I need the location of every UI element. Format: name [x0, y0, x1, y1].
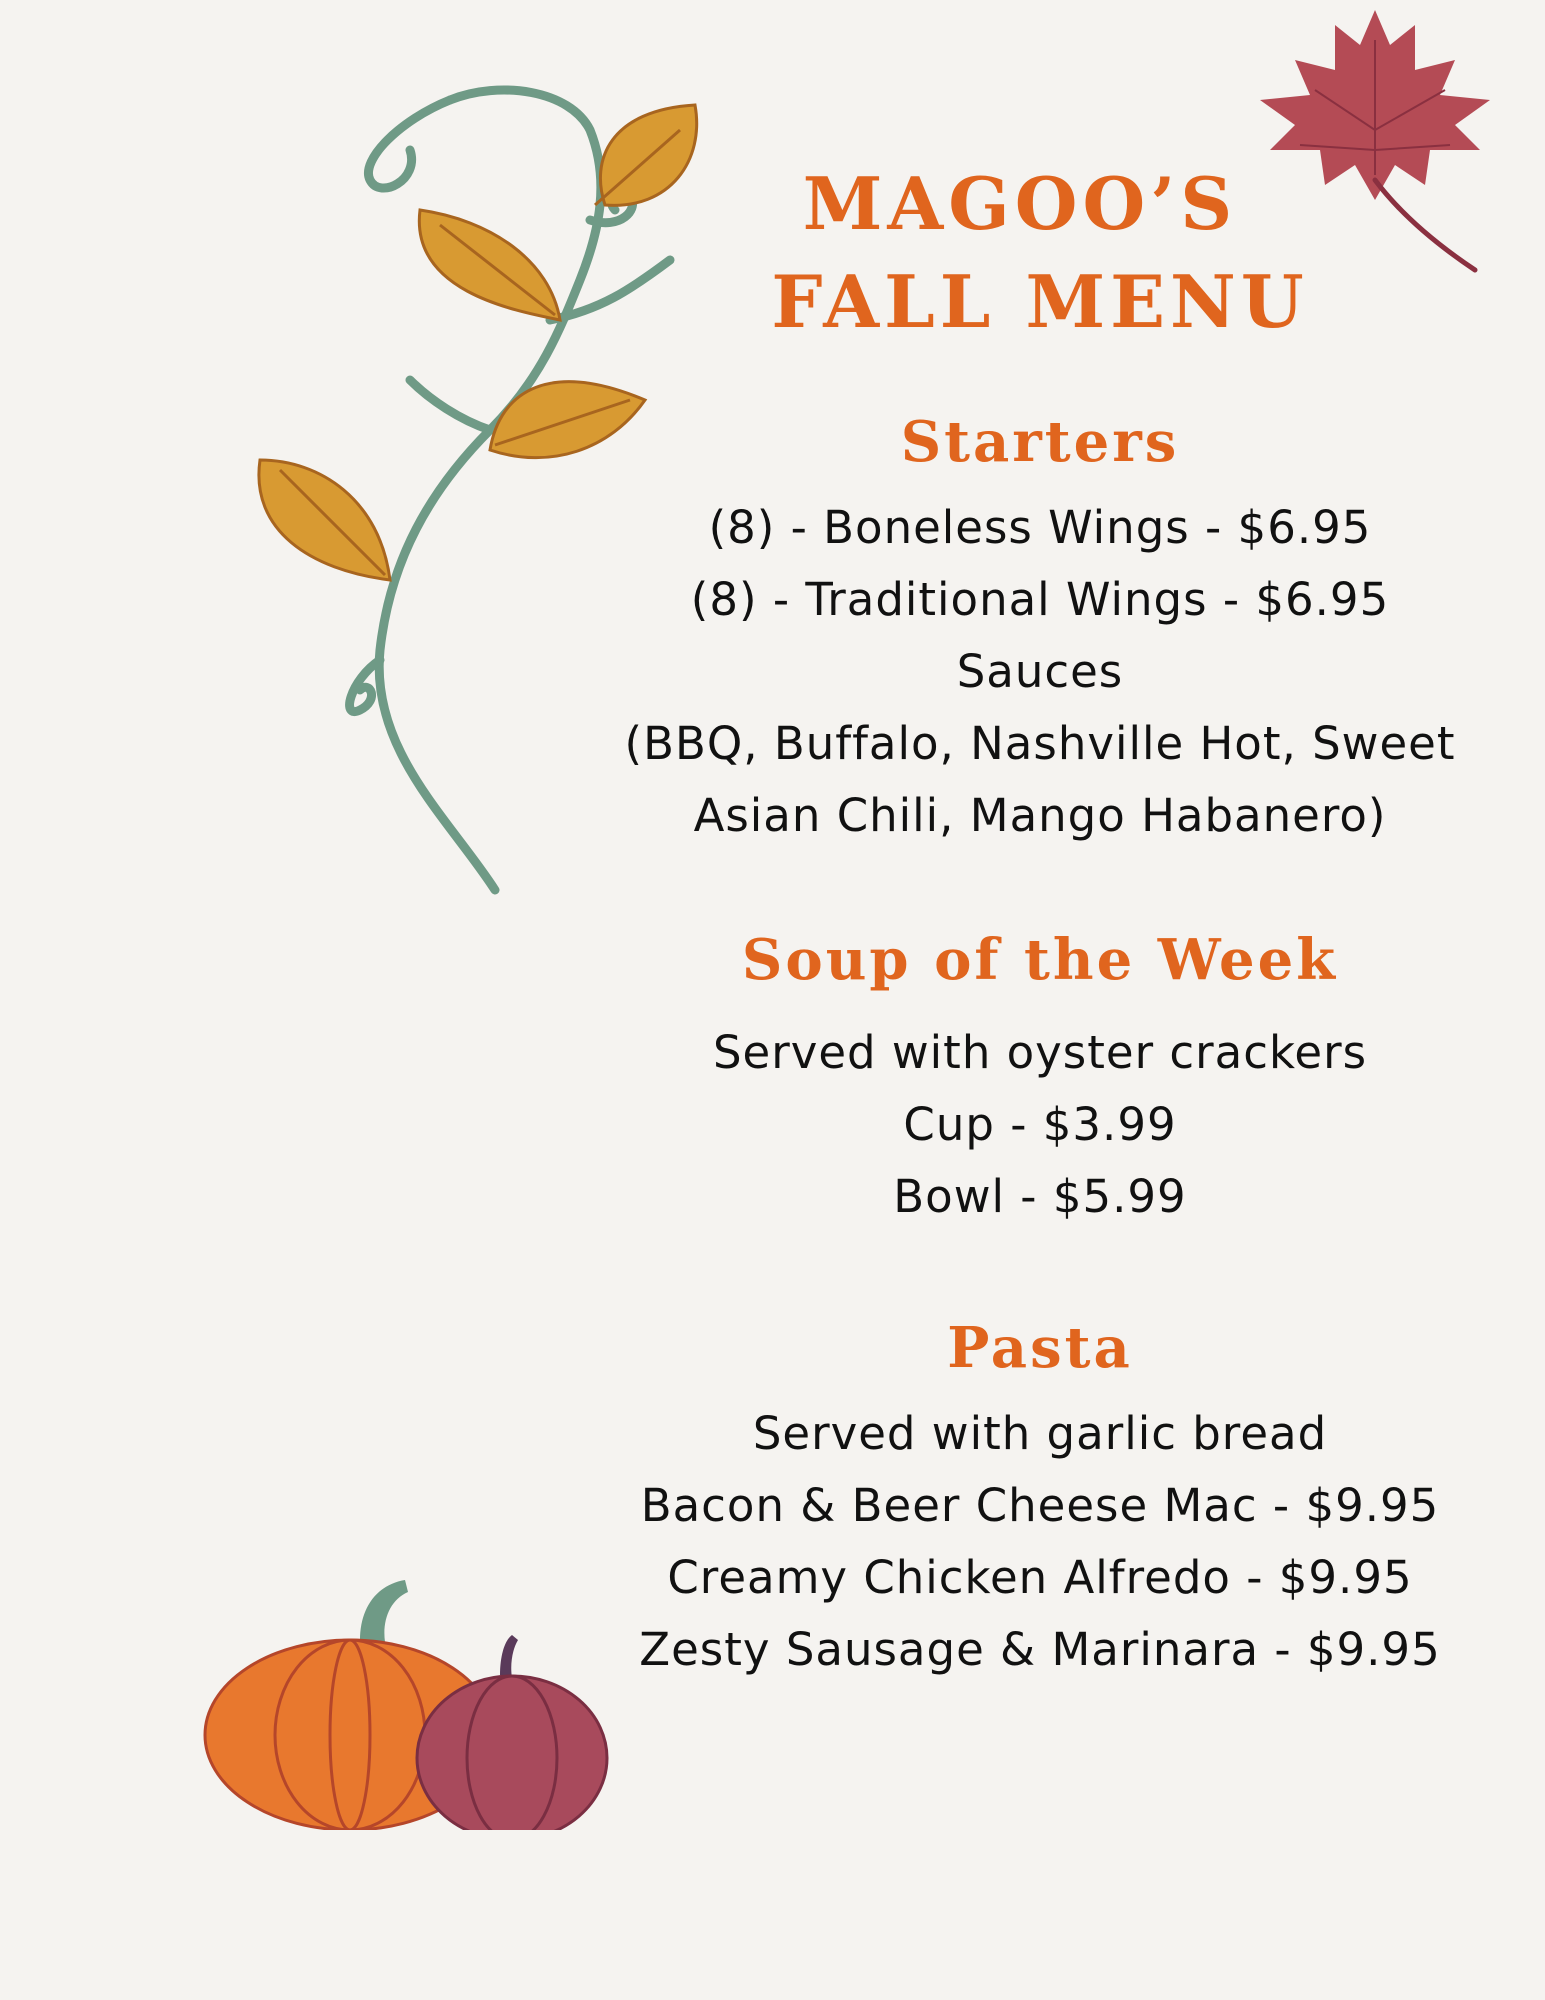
- pumpkins-icon: [200, 1530, 630, 1830]
- section-heading-soup: Soup of the Week: [741, 927, 1339, 993]
- menu-note: (BBQ, Buffalo, Nashville Hot, Sweet: [624, 717, 1456, 770]
- menu-item: (8) - Traditional Wings - $6.95: [690, 573, 1390, 626]
- section-heading-starters: Starters: [900, 409, 1180, 475]
- menu-item: Creamy Chicken Alfredo - $9.95: [667, 1551, 1413, 1604]
- menu-note: Served with oyster crackers: [712, 1026, 1368, 1079]
- menu-item: Cup - $3.99: [903, 1098, 1177, 1151]
- menu-note: Sauces: [956, 645, 1124, 698]
- menu-note: Asian Chili, Mango Habanero): [693, 789, 1387, 842]
- menu-item: Bowl - $5.99: [893, 1170, 1187, 1223]
- section-heading-pasta: Pasta: [947, 1315, 1133, 1381]
- menu-item: Bacon & Beer Cheese Mac - $9.95: [640, 1479, 1440, 1532]
- menu-title-line-2: FALL MENU: [771, 259, 1309, 344]
- menu-note: Served with garlic bread: [752, 1407, 1328, 1460]
- menu-title-line-1: MAGOO’S: [802, 161, 1238, 246]
- menu-item: Zesty Sausage & Marinara - $9.95: [639, 1623, 1441, 1676]
- menu-item: (8) - Boneless Wings - $6.95: [708, 501, 1372, 554]
